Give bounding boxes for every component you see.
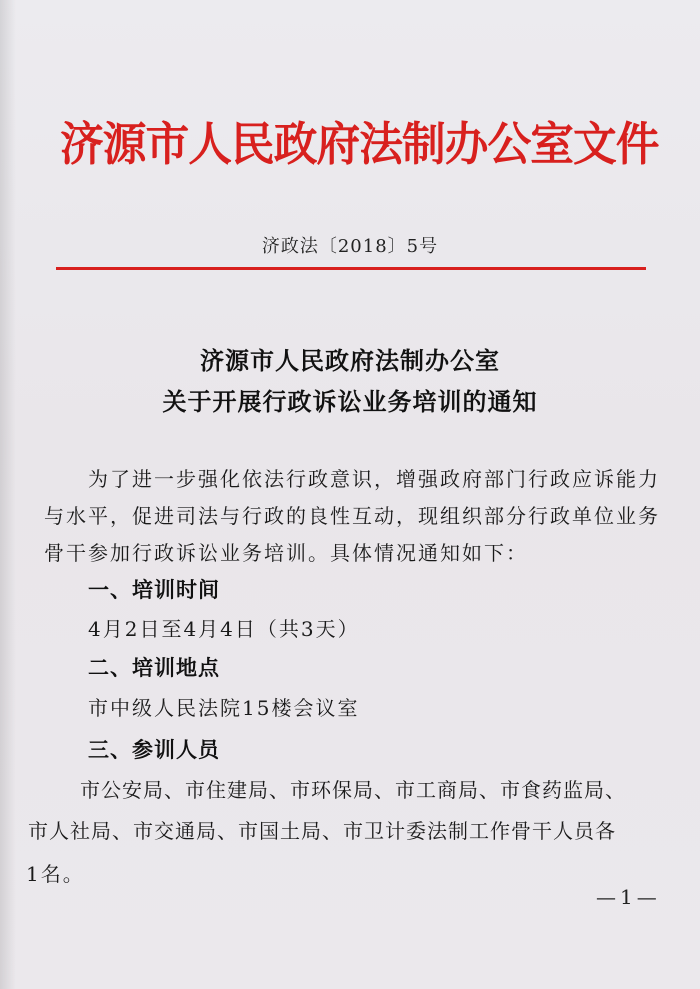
intro-line-2: 与水平，促进司法与行政的良性互动，现组织部分行政单位业务	[44, 504, 660, 528]
document-number: 济政法〔2018〕5号	[261, 236, 439, 257]
section-participants-line-2: 市人社局、市交通局、市国土局、市卫计委法制工作骨干人员各	[28, 819, 616, 843]
page-edge-shadow	[0, 0, 16, 989]
page-number: —1—	[596, 885, 661, 909]
red-header-rule	[56, 267, 646, 270]
notice-title-line-1: 济源市人民政府法制办公室	[200, 346, 500, 375]
section-heading-location: 二、培训地点	[88, 655, 220, 680]
section-time-text: 4月2日至4月4日（共3天）	[88, 617, 360, 641]
section-participants-line-1: 市公安局、市住建局、市环保局、市工商局、市食药监局、	[80, 778, 626, 802]
section-heading-time: 一、培训时间	[88, 577, 220, 602]
section-participants-line-3: 1名。	[26, 862, 85, 886]
intro-line-1: 为了进一步强化依法行政意识，增强政府部门行政应诉能力	[88, 467, 660, 491]
section-heading-participants: 三、参训人员	[88, 737, 220, 762]
notice-title-line-2: 关于开展行政诉讼业务培训的通知	[162, 387, 538, 416]
intro-line-3: 骨干参加行政诉讼业务培训。具体情况通知如下：	[44, 541, 528, 565]
section-location-text: 市中级人民法院15楼会议室	[88, 696, 360, 720]
issuer-header: 济源市人民政府法制办公室文件	[60, 117, 659, 171]
